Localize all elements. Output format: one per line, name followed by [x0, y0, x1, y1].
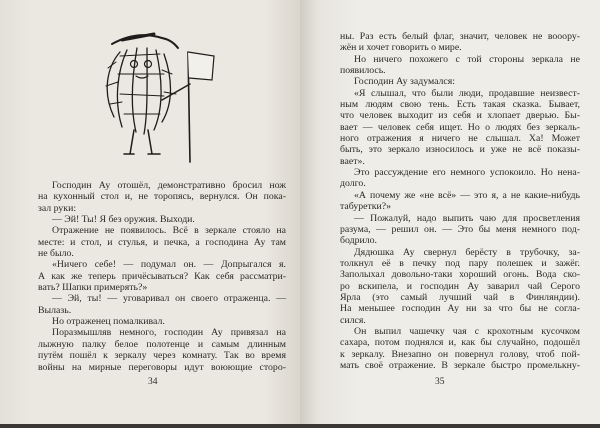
text-line: ро вскипела, и господин Ау заварил чай Серого	[340, 280, 580, 292]
text-line: Господин Ау задумался:	[354, 76, 456, 88]
left-page	[0, 0, 300, 424]
text-line: Но ничего похожего с той стороны зеркала не	[354, 53, 580, 65]
right-page	[300, 0, 600, 424]
text-line: ным людям свою тень. Есть такая сказка. Бывает,	[340, 99, 580, 111]
text-line: сахара, потом поднялся и, как бы случайно, подошёл	[340, 337, 580, 349]
text-line: «А почему же «не всё» — это я, а не какие-нибудь	[354, 189, 580, 201]
text-line: Господин Ау отошёл, демонстративно бросил нож	[52, 180, 286, 191]
text-line: — Пожалуй, надо выпить чаю для просветления	[354, 212, 580, 224]
text-line: ны. Раз есть белый флаг, значит, человек не вооору-	[340, 31, 580, 42]
text-line: жён и хочет говорить о мире.	[340, 42, 462, 54]
text-line: зал руки:	[38, 202, 77, 214]
text-line: на кухонный стол и, не торопясь, вернулся. Он пока-	[38, 191, 286, 203]
left-page-text	[38, 180, 286, 373]
text-line: Вылазь.	[38, 304, 72, 316]
text-line: На меньшее господин Ау ни за что бы не согла-	[340, 303, 580, 315]
text-line: сился.	[340, 314, 366, 326]
text-line: А как же теперь причёсываться? Как себя рассматри-	[38, 270, 286, 282]
text-line: ного отражения я ничего не слышал. Ха! Может	[340, 133, 580, 145]
text-line: что человек выходит из себя и хлопает дверью. Бы-	[340, 110, 580, 122]
text-line: «Я слышал, что были люди, продавшие неизвест-	[354, 87, 580, 99]
text-line: Но отраженец помалкивал.	[52, 316, 165, 328]
text-line: разума, — решил он. — Это бы меня немного под-	[340, 223, 580, 235]
text-line: вать? Шапки примерять?»	[38, 282, 148, 294]
text-line: бодрило.	[340, 235, 377, 247]
text-line: Дядюшка Ау свернул берёсту в трубочку, за-	[354, 246, 580, 258]
text-line: вает».	[340, 155, 365, 167]
illustration-hairy-man-with-white-flag	[92, 22, 217, 164]
text-line: Отражение не появилось. Всё в зеркале стояло на	[52, 225, 286, 237]
text-line: лыжную палку белое полотенце и самым длинным	[38, 338, 286, 350]
text-line: быть, это зеркало износилось и уже не всё показы-	[340, 144, 580, 156]
text-line: не было.	[38, 248, 74, 260]
text-line: вает — человек себя ищет. Но о людях без зеркаль-	[340, 121, 580, 133]
text-line: к зеркалу. Внезапно он повернул голову, чтоб пой-	[340, 348, 580, 360]
text-line: Заполыхал довольно-таки хороший огонь. Вода ско-	[340, 269, 580, 281]
text-line: путём пошёл к зеркалу через комнату. Так во время	[38, 350, 286, 362]
text-line: Он выпил чашечку чая с крохотным кусочком	[354, 325, 580, 337]
right-page-text	[340, 31, 580, 371]
text-line: Это рассуждение его немного успокоило. Но нена-	[354, 167, 580, 179]
text-line: месте: и стол, и стулья, и печка, а господина Ау там	[38, 236, 286, 248]
text-line: долго.	[340, 178, 366, 190]
text-line: толкнул её в печку под пару полешек и зажёг.	[340, 257, 580, 269]
text-line: мать своё отражение. В зеркале быстро промелькну-	[340, 359, 580, 371]
text-line: Ярла (это самый лучший чай в Финляндии).	[340, 291, 580, 303]
page-number: 34	[148, 377, 158, 387]
text-line: Поразмышляв немного, господин Ау привязал на	[52, 327, 286, 339]
text-line: — Эй! Ты! Я без оружия. Выходи.	[52, 214, 195, 226]
text-line: — Эй, ты! — уговаривал он своего отраженца. —	[52, 293, 286, 305]
text-line: «Ничего себе! — подумал он. — Допрыгался я.	[52, 259, 286, 271]
text-line: появилось.	[340, 65, 386, 77]
text-line: войны на мирные переговоры идут воюющие сторо-	[38, 361, 286, 373]
page-number: 35	[435, 377, 445, 387]
text-line: табуретки?»	[340, 201, 392, 213]
